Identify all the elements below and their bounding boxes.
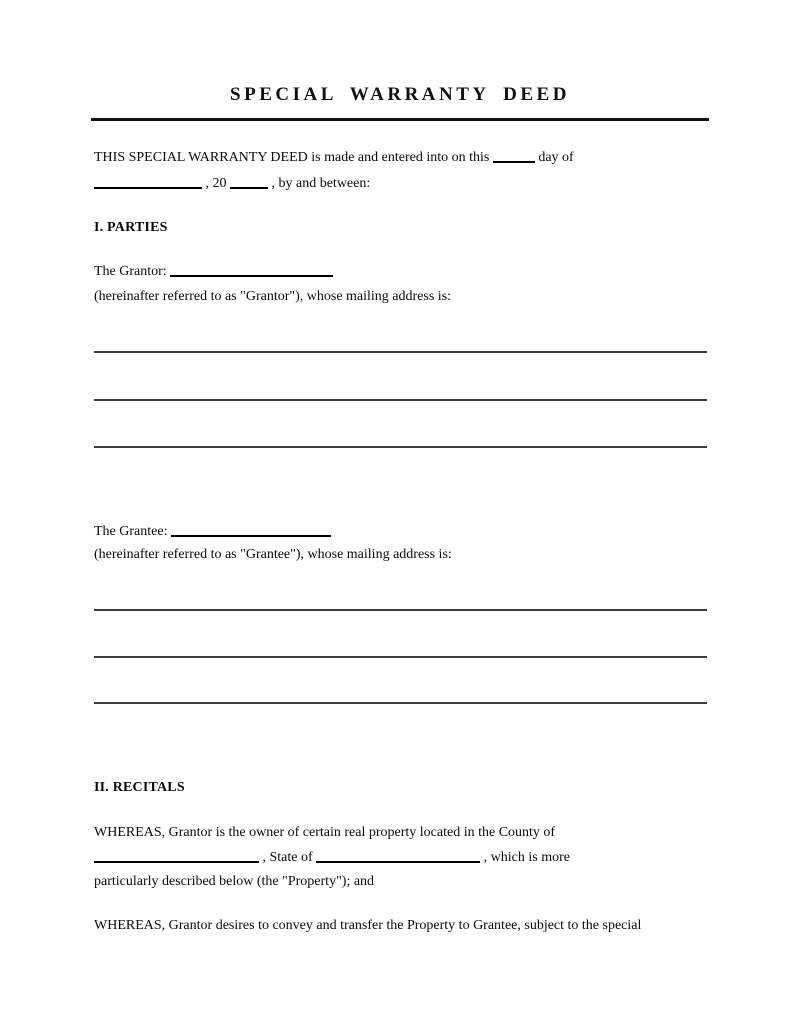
grantee-clause: (hereinafter referred to as "Grantee"), whose mailing address is: [94,547,452,562]
year-blank-field[interactable] [230,179,268,189]
day-blank-field[interactable] [493,153,535,163]
county-blank-field[interactable] [94,853,259,863]
page-title: SPECIAL WARRANTY DEED [230,84,570,105]
title-rule [91,118,709,121]
grantor-clause: (hereinafter referred to as "Grantor"), whose mailing address is: [94,289,452,304]
whereas-ownership-line-1: WHEREAS, Grantor is the owner of certain real property located in the County of [94,825,556,840]
grantee-address-line-2[interactable] [94,656,707,658]
grantee-address-line-3[interactable] [94,702,707,704]
intro-text-pre: THIS SPECIAL WARRANTY DEED is made and entered into on this [94,150,490,165]
state-of-text: , State of [262,850,313,865]
grantee-name-blank-field[interactable] [171,527,331,537]
state-blank-field[interactable] [316,853,480,863]
grantor-name-blank-field[interactable] [170,267,333,277]
intro-line-1 [94,149,574,167]
intro-text-end: , by and between: [271,176,371,191]
recitals-heading: II. RECITALS [94,780,185,795]
grantee-label: The Grantee: [94,524,168,539]
intro-text-post: day of [538,150,574,165]
grantor-line [94,263,333,281]
whereas-ownership-line-3: particularly described below (the "Property"); and [94,874,375,889]
which-is-more-text: , which is more [483,850,570,865]
whereas-conveyance-line: WHEREAS, Grantor desires to convey and transfer the Property to Grantee, subject to the special [94,918,642,933]
grantor-address-line-1[interactable] [94,351,707,353]
month-blank-field[interactable] [94,179,202,189]
grantor-label: The Grantor: [94,264,167,279]
intro-line-2 [94,175,370,193]
parties-heading: I. PARTIES [94,220,168,235]
grantee-line [94,523,331,541]
grantee-address-line-1[interactable] [94,609,707,611]
grantor-address-line-2[interactable] [94,399,707,401]
grantor-address-line-3[interactable] [94,446,707,448]
intro-year-prefix: , 20 [205,176,227,191]
whereas-ownership-line-2 [94,849,570,867]
